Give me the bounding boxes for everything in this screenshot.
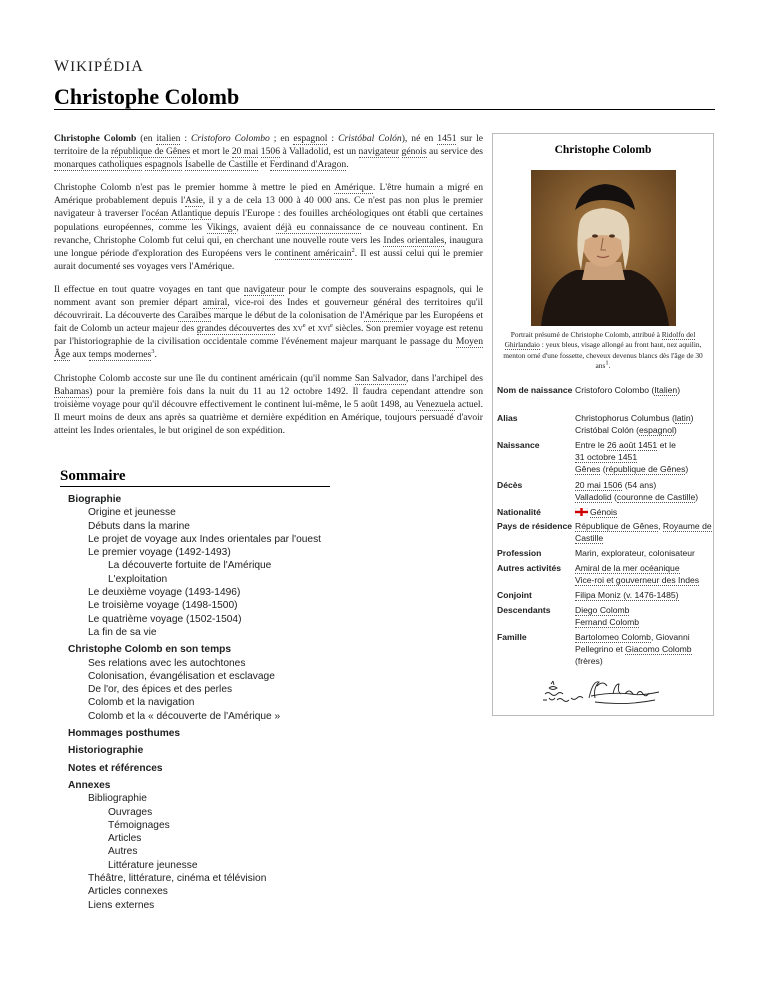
link-fernand-colomb[interactable]: Fernand Colomb	[575, 617, 640, 628]
link-temps-modernes[interactable]: temps modernes	[88, 349, 152, 361]
infobox: Christophe Colomb Portrait présumé de Christophe Colomb, attribué à Ridolfo del Ghirlandaio : yeux bleus, visage allongé au front haut, nez aquilin, menton orné d'une fossette, cheveux devenus blancs dès l'âge de 30 ans$^1$. Nom de naissance Cristoforo Colombo (Italien) Alias Christophorus Columbus (latin) Cristóbal Colón (espagnol) Naissance Entre le 26 août 1451 et le 31 octobre 1451 Gênes (république de Gênes) Décès 20 mai 1506 (54 ans) Valladolid (couronne de Castille) Nationalité Génois Pays de résidence République de Gênes, Royaume de Castille Profession Marin, explorateur, colonisateur Autres activités Amiral de la mer océanique Vice-roi et gouverneur des Indes Conjoint Filipa Moniz (v. 1476-1485) Descendants Diego Colomb Fernand Colomb Famille Bartolomeo Colomb, Giovanni Pellegrino et Giacomo Colomb (frères)	[492, 133, 714, 716]
toc-item[interactable]: Colomb et la « découverte de l'Amérique »	[88, 710, 281, 722]
toc-item[interactable]: Colonisation, évangélisation et esclavage	[88, 670, 275, 682]
link-italien-2[interactable]: Italien	[654, 385, 678, 395]
toc-item[interactable]: Le troisième voyage (1498-1500)	[88, 600, 238, 612]
link-republique-genes-3[interactable]: République de Gênes	[575, 521, 659, 531]
toc-item[interactable]: Le premier voyage (1492-1493)	[88, 547, 231, 559]
link-royaume-castille[interactable]: Royaume de Castille	[575, 521, 712, 544]
toc-item[interactable]: Articles connexes	[88, 886, 168, 898]
link-1451-2[interactable]: 1451	[638, 440, 658, 450]
toc-item[interactable]: Colomb et la navigation	[88, 697, 195, 709]
ref-2[interactable]: 2	[351, 246, 355, 254]
logo-letter: W	[54, 58, 71, 75]
signature-image[interactable]	[493, 676, 713, 710]
toc-item[interactable]: Théâtre, littérature, cinéma et télévision	[88, 873, 267, 885]
link-1451[interactable]: 1451	[437, 133, 457, 144]
intro-paragraph-4: Christophe Colomb accoste sur une île du continent américain (qu'il nomme San Salvador, dans l'archipel des Bahamas) pour la première fois dans la nuit du 11 au 12 octobre 1492. Il faudra cependant attendre son troisième voyage pour qu'il découvre effectivement le continent lui-même, le 5 août 1498, au Venezuela actuel. Il meurt moins de deux ans après sa quatrième et dernière expédition en Amérique, toujours persuadé d'avoir atteint les Indes orientales, le but originel de son expédition.	[54, 372, 483, 436]
intro-paragraph-1: Christophe Colomb (en italien : Cristoforo Colombo ; en espagnol : Cristóbal Colón), né en 1451 sur le territoire de la république de Gênes et mort le 20 mai 1506 à Valladolid, est un navigateur génois au service des monarques catholiques espagnols Isabelle de Castille et Ferdinand d'Aragon.	[54, 133, 484, 171]
link-navigateur-2[interactable]: navigateur	[243, 283, 285, 295]
link-latin[interactable]: latin	[674, 413, 691, 423]
toc-item[interactable]: Bibliographie	[88, 793, 147, 805]
link-amerique[interactable]: Amérique	[334, 182, 373, 194]
toc-item[interactable]: Littérature jeunesse	[108, 859, 198, 871]
link-san-salvador[interactable]: San Salvador	[354, 372, 406, 384]
toc-item[interactable]: Ses relations avec les autochtones	[88, 657, 246, 669]
toc-item[interactable]: La découverte fortuite de l'Amérique	[108, 560, 272, 572]
link-grandes-decouvertes[interactable]: grandes découvertes	[196, 323, 275, 335]
link-filipa-moniz[interactable]: Filipa Moniz (v. 1476-1485)	[575, 590, 679, 600]
toc-item[interactable]: Hommages posthumes	[68, 728, 181, 740]
link-espagnol-2[interactable]: espagnol	[639, 425, 674, 436]
toc-item[interactable]: De l'or, des épices et des perles	[88, 684, 233, 696]
logo-letter-end: A	[131, 58, 144, 75]
genoa-flag-icon	[575, 508, 588, 516]
link-continent-americain[interactable]: continent américain	[274, 247, 352, 259]
link-italien[interactable]: italien	[156, 133, 181, 144]
link-republique-genes-2[interactable]: république de Gênes	[605, 464, 686, 475]
link-asie[interactable]: Asie	[185, 195, 203, 207]
link-bahamas[interactable]: Bahamas	[54, 385, 90, 397]
link-monarques-catholiques[interactable]: monarques catholiques	[54, 159, 143, 171]
toc-item[interactable]: Le projet de voyage aux Indes orientales par l'ouest	[88, 533, 322, 545]
ref-1[interactable]: 1	[605, 359, 609, 367]
link-vice-roi[interactable]: Vice-roi et gouverneur des Indes	[575, 575, 700, 586]
toc-title: Sommaire	[60, 468, 330, 487]
link-ghirlandaio[interactable]: Ridolfo del Ghirlandaio	[504, 330, 696, 350]
toc-item[interactable]: Origine et jeunesse	[88, 507, 176, 519]
link-valladolid[interactable]: Valladolid	[575, 492, 612, 503]
table-of-contents	[60, 468, 460, 912]
toc-item[interactable]: Articles	[108, 833, 142, 845]
toc-item[interactable]: Autres	[108, 846, 138, 858]
toc-item[interactable]: Christophe Colomb en son temps	[68, 644, 232, 656]
link-couronne-castille[interactable]: couronne de Castille	[616, 492, 696, 503]
toc-item[interactable]: Témoignages	[108, 819, 170, 831]
toc-item[interactable]: Annexes	[68, 779, 111, 791]
toc-list	[60, 493, 460, 912]
link-1506[interactable]: 1506	[260, 146, 280, 158]
link-bartolomeo[interactable]: Bartolomeo Colomb	[575, 632, 651, 642]
toc-item[interactable]: Ouvrages	[108, 806, 153, 818]
toc-item[interactable]: Historiographie	[68, 745, 144, 757]
infobox-title: Christophe Colomb	[554, 144, 652, 156]
toc-item[interactable]: La fin de sa vie	[88, 626, 157, 638]
link-deja-connaissance[interactable]: déjà eu connaissance	[275, 221, 361, 233]
link-moyen-age[interactable]: Moyen Âge	[54, 336, 483, 361]
link-amiral[interactable]: amiral	[202, 297, 228, 309]
link-20-mai[interactable]: 20 mai	[231, 146, 259, 158]
logo-text: IKIPÉDI	[70, 59, 132, 75]
toc-item[interactable]: Biographie	[68, 494, 122, 505]
toc-item[interactable]: Débuts dans la marine	[88, 520, 190, 532]
link-espagnol[interactable]: espagnol	[293, 133, 328, 144]
article-body	[54, 132, 483, 447]
link-amiral-mer[interactable]: Amiral de la mer océanique	[575, 563, 680, 573]
intro-paragraph-3: Il effectue en tout quatre voyages en tant que navigateur pour le compte des souverains espagnols, qui le nomment avant son premier départ amiral, vice-roi des Indes et gouverneur général des territoires qu'il découvrirait. La découverte des Caraïbes marque le début de la colonisation de l'Amérique par les Européens et fait de Colomb un acteur majeur des grandes découvertes des $xv^e$ et xvi$^e$ siècles. Son premier voyage est retenu par l'historiographie de la civilisation occidentale comme l'événement majeur marquant le passage du Moyen Âge aux temps modernes$^3$.	[54, 283, 483, 361]
portrait-image[interactable]	[531, 170, 676, 326]
toc-item[interactable]: L'exploitation	[108, 573, 168, 585]
link-vikings[interactable]: Vikings	[206, 221, 237, 233]
link-ocean-atlantique[interactable]: océan Atlantique	[145, 208, 212, 220]
title-divider	[54, 109, 715, 110]
link-isabelle[interactable]: Isabelle de Castille	[184, 159, 258, 171]
toc-item[interactable]: Notes et références	[68, 762, 163, 774]
toc-item[interactable]: Liens externes	[88, 899, 155, 911]
portrait-caption: Portrait présumé de Christophe Colomb, attribué à Ridolfo del Ghirlandaio : yeux bleus, visage allongé au front haut, nez aquilin, menton orné d'une fossette, cheveux devenus blancs dès l'âge de 30 ans$^1$.	[503, 330, 703, 370]
link-genois-2[interactable]: Génois	[590, 507, 618, 517]
link-genes[interactable]: Gênes	[575, 464, 601, 475]
wikipedia-logo[interactable]	[54, 58, 144, 76]
link-espagnols[interactable]: espagnols	[144, 159, 183, 171]
link-26-aout[interactable]: 26 août	[607, 440, 636, 450]
link-ferdinand[interactable]: Ferdinand d'Aragon	[269, 159, 347, 171]
link-navigateur[interactable]: navigateur	[358, 146, 400, 158]
toc-item[interactable]: Le deuxième voyage (1493-1496)	[88, 587, 241, 599]
link-genois[interactable]: génois	[401, 146, 427, 158]
link-indes-orientales[interactable]: Indes orientales	[383, 234, 445, 246]
link-republique-genes[interactable]: république de Gênes	[110, 146, 190, 158]
link-giacomo[interactable]: Giacomo Colomb	[625, 644, 692, 655]
subject-name: Christophe Colomb	[54, 133, 137, 144]
link-20-mai-1506[interactable]: 20 mai 1506	[575, 480, 623, 490]
page-title: Christophe Colomb	[54, 84, 240, 109]
link-diego-colomb[interactable]: Diego Colomb	[575, 605, 630, 615]
toc-item[interactable]: Le quatrième voyage (1502-1504)	[88, 613, 242, 625]
link-amerique-2[interactable]: Amérique	[364, 310, 403, 322]
link-caraibes[interactable]: Caraïbes	[177, 310, 212, 322]
link-venezuela[interactable]: Venezuela	[415, 398, 456, 410]
link-31-octobre-1451[interactable]: 31 octobre 1451	[575, 452, 638, 463]
intro-paragraph-2: Christophe Colomb n'est pas le premier homme à mettre le pied en Amérique. L'être humain a migré en Amérique probablement depuis l'Asie, il y a de cela 13 000 à 40 000 ans. Ce n'est pas non plus le premier navigateur à traverser l'océan Atlantique depuis l'Europe : des fouilles archéologiques ont établi que certaines populations européennes, comme les Vikings, avaient déjà eu connaissance de ce nouveau continent. En revanche, Christophe Colomb fut celui qui, en cherchant une nouvelle route vers les Indes orientales, inaugura une longue période d'exploration des Européens vers le continent américain$^2$. Il est aussi celui qui le premier aurait documenté ses voyages vers l'Amérique.	[54, 182, 484, 272]
ref-3[interactable]: 3	[151, 348, 155, 356]
